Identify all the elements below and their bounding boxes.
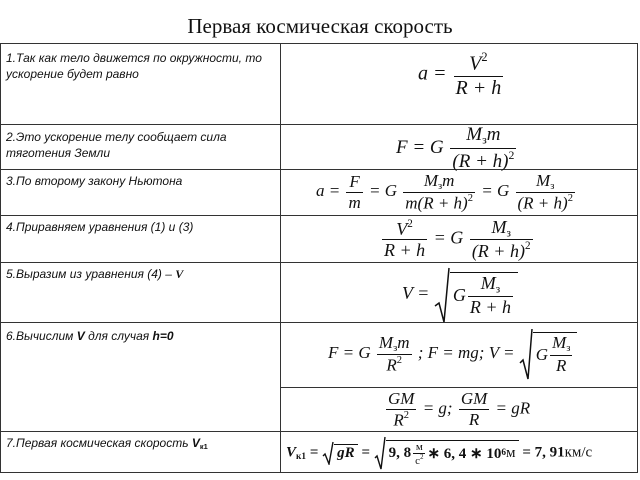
formula-h-zero: F = G $M_зm$ $R^2$ ; F = mg; V = G $M_з$ R	[328, 327, 577, 381]
column-divider	[280, 322, 281, 473]
row-label-2: 2.Это ускорение телу сообщает сила тяготения Земли	[6, 130, 227, 160]
row-label-1: 1.Так как тело движется по окружности, то ускорение будет равно	[6, 51, 262, 81]
formula-table	[0, 43, 638, 473]
sqrt-symbol: 9, 8 м $с^2$ ∗ 6, 4 ∗ 10 6 м	[374, 436, 519, 470]
formula-first-cosmic-velocity: $V_{к1}$ = gR = 9, 8 м $с^2$ ∗ 6, 4 ∗ 10 6 м = 7, 91км/с	[286, 436, 592, 470]
formula-gm-relation: $\frac{GM}{R^2}$ = g; $\frac{GM}{R}$ = gR	[388, 389, 531, 430]
divider	[0, 262, 638, 263]
sqrt-symbol: gR	[322, 441, 358, 465]
divider	[0, 215, 638, 216]
formula-acceleration: a = $\frac{V^2}{R + h}$	[418, 50, 502, 99]
divider	[0, 169, 638, 170]
row-label-7: 7.Первая космическая скорость $V_{к1}$	[6, 436, 208, 452]
sqrt-symbol: G $M_з$ R + h	[434, 266, 518, 324]
formula-gravity-force: F = G $M_зm$ $(R + h)^2$	[396, 124, 515, 172]
divider	[280, 387, 638, 388]
divider	[0, 322, 638, 323]
divider	[0, 431, 638, 432]
row-label-5: 5.Выразим из уравнения (4) – V	[6, 267, 184, 281]
row-label-3: 3.По второму закону Ньютона	[6, 174, 183, 188]
row-label-var: V	[175, 267, 184, 281]
row-label-6: 6.Вычислим V для случая h=0	[6, 329, 174, 343]
row-label-4: 4.Приравняем уравнения (1) и (3)	[6, 220, 194, 234]
divider	[0, 124, 638, 125]
sqrt-symbol: G $M_з$ R	[519, 327, 578, 381]
formula-velocity: V = G $M_з$ R + h	[402, 266, 518, 324]
page-title: Первая космическая скорость	[187, 14, 453, 38]
formula-newton-second-law: a = $\frac{F}{m}$ = G $M_зm$ $m(R + h)^2$ = G $M_з$ $(R + h)^2$	[316, 171, 573, 213]
column-divider	[280, 43, 281, 322]
formula-equate: $\frac{V^2}{R + h}$ = G $M_з$ $(R + h)^2$	[384, 217, 531, 262]
